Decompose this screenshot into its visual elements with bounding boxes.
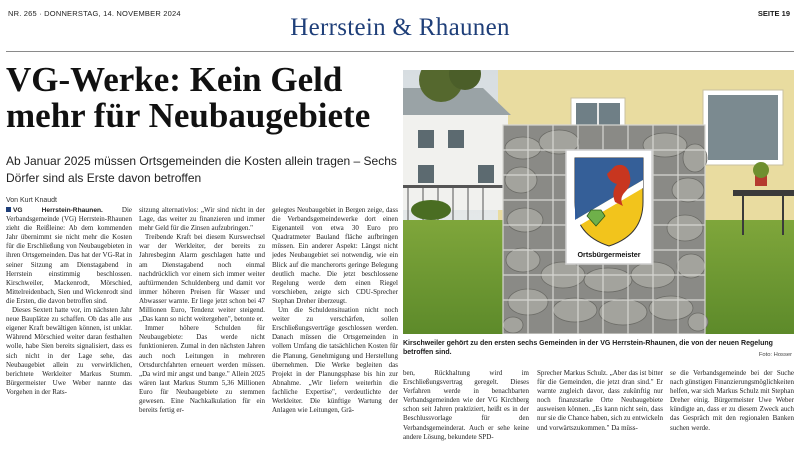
headline [6,62,396,134]
page-number: SEITE 19 [757,9,790,18]
header-divider [6,51,794,52]
photo-caption: Kirschweiler gehört zu den ersten sechs Gemeinden in der VG Herrstein-Rhaunen, die von der neuen Regelung betroffen sind. [403,340,773,356]
article-column-2 [139,206,265,451]
article-paragraph: Treibende Kraft bei diesem Kurswechsel war der Werkleiter, der bereits zu Jahresbeginn Alarm geschlagen hatte und am Dienstagabend noch einmal nachdrücklich vor einem sich immer weiter auftürmenden Schuldenberg und damit vor immer höheren Preisen für Wasser und Abwasser warnte. Er liege jetzt schon bei 47 Millionen Euro, Tendenz weiter steigend. „Das kann so nicht weitergehen", betonte er. [139,233,265,324]
headline-line-1: VG-Werke: Kein Geld [6,60,343,99]
issue-line: NR. 265 · DONNERSTAG, 14. NOVEMBER 2024 [8,9,181,18]
article-photo [403,70,794,334]
article-text: Die Verbandsgemeinde (VG) Herrstein-Rhaunen zieht die Reißleine: Ab dem kommenden Jahr übernimmt sie nicht mehr die Kosten für die Erschließung von Neubaugebieten in ihren Ortsgemeinden. Das hat der VG-Rat in seiner Sitzung am Dienstagabend in Herrstein einstimmig beschlossen. Kirschweiler, Mackenrodt, Mörschied, Mittelreidenbach, Sien und Wickenrodt sind die Ersten, die davon betroffen sind. [6,206,132,305]
article-paragraph: gelegtes Neubaugebiet in Bergen zeige, dass die Verbandsgemeindewerke dort einen Eigenanteil von etwa 30 Euro pro Quadratmeter Bauland fläche aufbringen müssen. Ein anderer Aspekt: Längst nicht jedes Neubaugebiet sei notwendig, wie ein Blick auf die mancherorts geringe Belegung deutlich mache. Die jetzt beschlossene Regelung werde dem einen Riegel vorschieben, zeigte sich CDU-Sprecher Stephan Dreher überzeugt. [272,206,398,305]
article-paragraph: se die Verbandsgemeinde bei der Suche nach günstigen Finanzierungsmöglichkeiten helfen, war sich Markus Schulz mit Stephan Dreher einig. Bürgermeister Uwe Weber kündigte an, dass er zu diesem Zweck auch das Gespräch mit den regionalen Banken suchen werde. [670,369,794,432]
gabion-sign-photo [403,70,794,334]
article-column-4 [403,369,529,451]
square-bullet-icon [6,207,11,212]
article-paragraph: Sprecher Markus Schulz. „Aber das ist bitter für die Gemeinden, die jetzt dran sind." Er warnte zugleich davor, dass zukünftig nur noch finanzstarke Orte Neubaugebiete ausweisen können. „Es kann nicht sein, dass nur sie die Chance haben, sich zu entwickeln und vorwärtszukommen." Da müss- [537,369,663,432]
section-title: Herrstein & Rhaunen [290,14,510,41]
article-paragraph: sitzung alternativlos: „Wir sind nicht in der Lage, das weiter zu finanzieren und immer mehr Geld für die Zinsen aufzubringen." [139,206,265,233]
article-paragraph: Immer höhere Schulden für Neubaugebiete: Das werde nicht funktionieren. Zumal in den nächsten Jahren auch noch Leitungen in mehreren Ortsdurchfahrten erneuert werden müssen. „Da wird mir angst und bange." Allein 2025 wären laut Markus Stumm 5,36 Millionen Euro für Neubaugebiete zu stemmen gewesen. Eine Nachkalkulation für ein bereits fertig er- [139,324,265,415]
headline-line-2: mehr für Neubaugebiete [6,96,371,135]
article-paragraph: Um die Schuldensituation nicht noch weiter zu verschärfen, sollen Erschließungsverträge geschlossen werden. Danach müssen die Ortsgemeinden in vollem Umfang die tatsächlichen Kosten für die Planung, Genehmigung und Herstellung übernehmen. Die Werke begleiten das Projekt in der Planungsphase bis hin zur Abnahme. „Wir liefern weiterhin die fachliche Expertise", verdeutlichte der Werkleiter. Die künftige Wartung der Anlagen wie Leitungen, Grä- [272,306,398,415]
article-paragraph: ben, Rückhaltung wird im Erschließungsvertrag geregelt. Dieses Verfahren werde in benachbarten Verbandsgemeinden wie der VG Kirchberg schon seit Jahren praktiziert, heißt es in der Beschlussvorlage für den Verbandsgemeinderat. Auch er sehe keine andere Lösung, bekundete SPD- [403,369,529,441]
article-column-5 [537,369,663,451]
dateline: VG Herrstein-Rhaunen. [13,207,103,214]
article-column-3 [272,206,398,451]
article-paragraph [6,206,132,306]
subheadline: Ab Januar 2025 müssen Ortsgemeinden die Kosten allein tragen – Sechs Dörfer sind als Erste davon betroffen [6,154,397,185]
article-paragraph: Dieses Sextett hatte vor, im nächsten Jahr neue Bauplätze zu schaffen. Ob das alle aus eigener Kraft bewältigen können, ist unklar. Während Mörschied weiter daran festhalten wolle, habe Sien bereits signalisiert, dass es sich nicht in der Lage sehe, das Neubaugebiet allein zu verwirklichen, berichtete Werkleiter Markus Stumm. Bürgermeister Uwe Weber nannte das Vorgehen in der Rats- [6,306,132,396]
byline: Von Kurt Knaudt [6,197,57,204]
article-column-6 [670,369,794,451]
article-column-1 [6,206,132,451]
photo-credit: Foto: Hosser [758,352,792,358]
sign-text: Ortsbürgermeister [577,250,641,259]
